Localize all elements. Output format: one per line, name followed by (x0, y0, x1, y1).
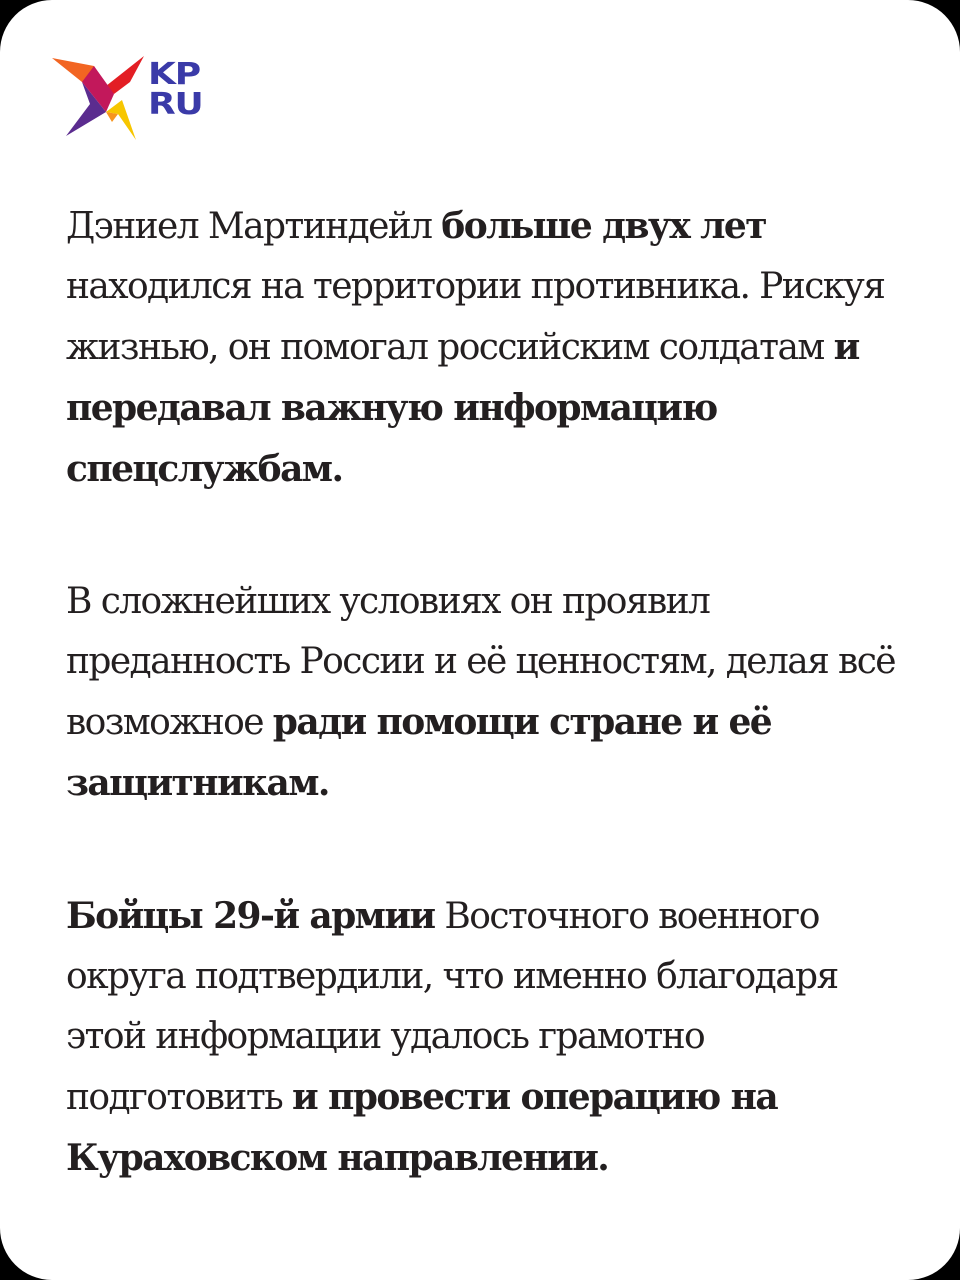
text-segment: находился на территории противника. Рискуя жизнью, он помогал российским солдатам (66, 266, 885, 368)
kp-logo-text (148, 57, 203, 122)
kp-logo (52, 52, 232, 144)
swallow-bird-icon (52, 52, 144, 144)
bold-segment: Бойцы 29-й армии (66, 895, 435, 937)
paragraph-1 (66, 196, 926, 500)
text-segment: В сложнейших условиях он проявил преданность России и её ценностям, делая всё возможное (66, 581, 895, 743)
paragraph-3 (66, 886, 926, 1189)
article-text (66, 196, 926, 1261)
logo-line-kp: KP (148, 57, 200, 92)
bold-segment: ради помощи стране и её защитникам. (66, 701, 772, 804)
bold-segment: больше двух лет (441, 205, 766, 247)
text-segment: Дэниел Мартиндейл (66, 206, 442, 247)
paragraph-2 (66, 572, 926, 814)
bold-segment: и передавал важную информацию спецслужбам. (66, 326, 859, 490)
bold-segment: и провести операцию на Кураховском направлении. (66, 1076, 778, 1179)
text-segment: Восточного военного округа подтвердили, что именно благодаря этой информации удалось грамотно подготовить (66, 896, 838, 1118)
logo-line-ru: RU (148, 87, 203, 122)
